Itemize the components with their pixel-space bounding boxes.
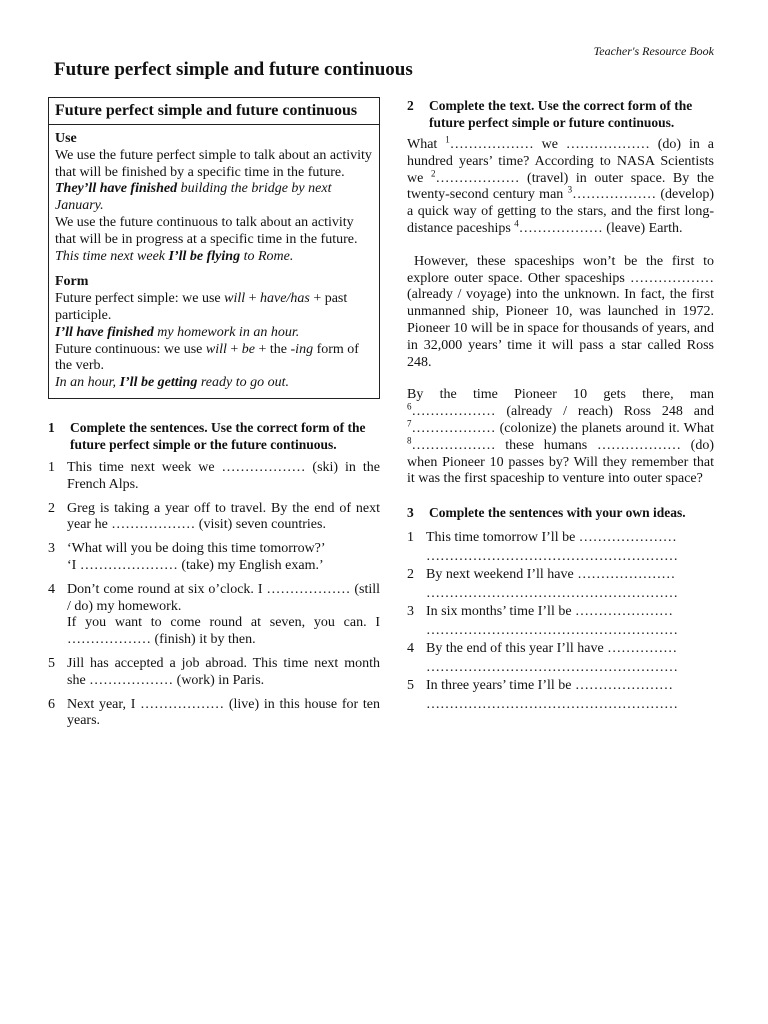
exercise-3 [407, 504, 714, 714]
list-item: 5 Jill has accepted a job abroad. This time next month she ……………… (work) in Paris. [48, 655, 380, 688]
form-rule-2: Future continuous: we use will + be + the -ing form of the verb. [55, 341, 359, 374]
list-item: 1 This time next week we ……………… (ski) in the French Alps. [48, 459, 380, 492]
exercise-1 [48, 419, 380, 730]
exercise-2-instruction: 2 Complete the text. Use the correct form of the future perfect simple or future continuous. [407, 98, 693, 130]
use-example-2: This time next week I’ll be flying to Rome. [55, 248, 294, 264]
form-example-1: I’ll have finished my homework in an hour. [55, 324, 300, 340]
exercise-2-paragraph-3: By the time Pioneer 10 gets there, man $^6$……………… (already / reach) Ross 248 and $^7$……………… (colonize) the planets around it. What $^8$……………… these humans ……………… (do) when Pioneer 10 passes by? Will they remember that it was the first spaceship to venture into outer space? [407, 387, 714, 487]
book-label: Teacher's Resource Book [593, 44, 714, 58]
list-item: 6 Next year, I ……………… (live) in this house for ten years. [48, 696, 380, 729]
exercise-1-instruction: 1 Complete the sentences. Use the correct form of the future perfect simple or the future continuous. [48, 419, 366, 452]
grammar-box-body [49, 125, 379, 398]
use-example-1: They’ll have finished building the bridge by next January. [55, 181, 332, 214]
list-item: 3 In six months’ time I’ll be ………………… ……………………………………………… [407, 604, 678, 638]
form-heading: Form [55, 274, 89, 290]
exercise-3-instruction: 3 Complete the sentences with your own ideas. [407, 505, 686, 521]
exercise-2-paragraph-1: What $^1$……………… we ……………… (do) in a hundred years’ time? According to NASA Scientists we $^2$……………… (travel) in outer space. By the twenty-second century man $^3$……………… (develop) a quick way of getting to the stars, and the first long-distance paceships $^4$……………… (leave) Earth. [407, 134, 714, 236]
list-item: 2 By next weekend I’ll have ………………… ……………………………………………… [407, 567, 678, 601]
use-heading: Use [55, 131, 77, 146]
form-rule-1: Future perfect simple: we use will + have/has + past participle. [55, 291, 348, 323]
list-item: 5 In three years’ time I’ll be ………………… ……………………………………………… [407, 678, 678, 712]
right-column [407, 97, 714, 714]
list-item: 4 By the end of this year I’ll have …………… ……………………………………………… [407, 641, 678, 675]
grammar-box-title: Future perfect simple and future continuous [49, 98, 379, 125]
list-item: 1 This time tomorrow I’ll be ………………… ……………………………………………… [407, 530, 678, 564]
list-item: 4 Don’t come round at six o’clock. I ……………… (still / do) my homework. If you want to come round at seven, you can. I ……………… (finish) it by then. [48, 581, 380, 648]
exercise-2-paragraph-2: However, these spaceships won’t be the first to explore outer space. Other spaceships ……………… (already / voyage) into the unknown. In fact, the first unmanned ship, Pioneer 10, was launched in 1972. Pioneer 10 will be in space for thousands of years, and in 32,000 years’ time it will pass a star called Ross 248. [407, 253, 714, 370]
grammar-box [48, 97, 380, 399]
exercise-2 [407, 97, 714, 488]
list-item: 2 Greg is taking a year off to travel. By the end of next year he ……………… (visit) seven countries. [48, 500, 380, 533]
list-item: 3 ‘What will you be doing this time tomorrow?’ ‘I ………………… (take) my English exam.’ [48, 541, 326, 573]
use-rule-2: We use the future continuous to talk about an activity that will be in progress at a specific time in the future. [55, 214, 358, 247]
page-title: Future perfect simple and future continuous [54, 59, 413, 80]
use-rule-1: We use the future perfect simple to talk about an activity that will be finished by a specific time in the future. [55, 147, 372, 180]
left-column [48, 97, 380, 730]
form-example-2: In an hour, I’ll be getting ready to go out. [55, 375, 289, 391]
